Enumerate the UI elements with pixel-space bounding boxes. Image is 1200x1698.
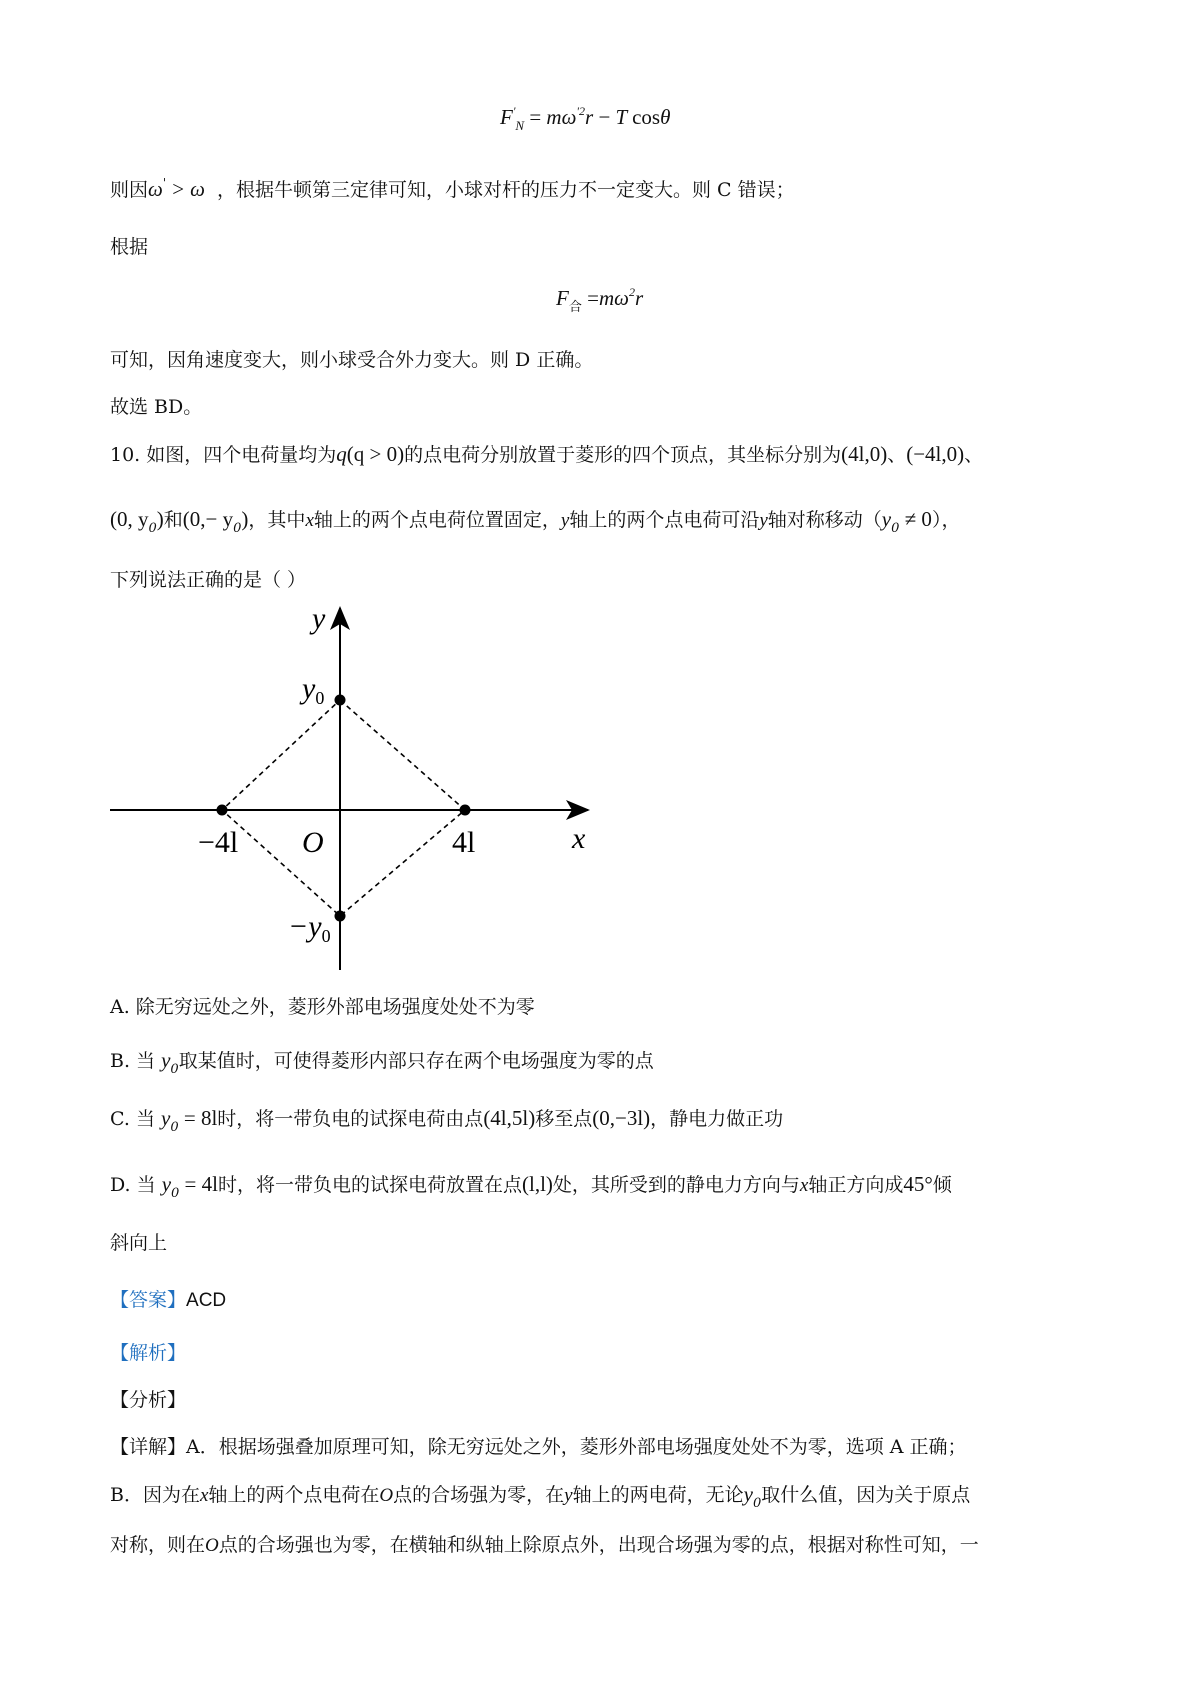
- origin-label: O: [302, 826, 324, 859]
- neg-y0-label: $-y_0$: [288, 910, 331, 946]
- paragraph-conclusion-d: 可知，因角速度变大，则小球受合外力变大。则 D 正确。: [110, 349, 594, 371]
- paragraph-according: 根据: [110, 236, 149, 258]
- equation-normal-force: $F'_N = m\omega^{'2}r - T$ cosθ: [500, 104, 671, 133]
- rhombus-charge-figure: [100, 590, 620, 980]
- fenxi-tag: 【分析】: [110, 1389, 187, 1411]
- detail-b-line-1: B．因为在x轴上的两个点电荷在O点的合场强为零，在y轴上的两电荷，无论$y_0$取什么值，因为关于原点: [110, 1482, 971, 1511]
- charge-left: [217, 805, 228, 816]
- pos-4l-label: 4l: [452, 826, 476, 859]
- answer: [110, 1285, 226, 1312]
- option-b: B. 当 $y_0$取某值时，可使得菱形内部只存在两个电场强度为零的点: [110, 1048, 654, 1077]
- option-d: D. 当 $y_0 = 4l$时，将一带负电的试探电荷放置在点(l,l)处，其所受到的静电力方向与x轴正方向成45°倾: [110, 1172, 952, 1201]
- question-10-line-3: 下列说法正确的是（ ）: [110, 569, 307, 591]
- x-axis-label: x: [572, 822, 586, 855]
- rhombus-outline: [222, 700, 465, 916]
- charge-top: [335, 695, 346, 706]
- option-d-line-2: 斜向上: [110, 1232, 168, 1254]
- detail-b-line-2: 对称，则在O点的合场强也为零，在横轴和纵轴上除原点外，出现合场强为零的点，根据对称性可知，一: [110, 1534, 979, 1556]
- charge-right: [460, 805, 471, 816]
- question-10-line-2: (0, $y_0$)和$(0,- y_0)$，其中x轴上的两个点电荷位置固定，y轴上的两个点电荷可沿y轴对称移动$(y_0 \ne 0)$，: [110, 507, 961, 536]
- charge-bottom: [335, 911, 346, 922]
- paragraph-choose-bd: 故选 BD。: [110, 396, 203, 418]
- question-10-line-1: 10. 如图，四个电荷量均为q(q > 0)的点电荷分别放置于菱形的四个顶点，其坐标分别为(4l,0)、(−4l,0)、: [110, 442, 984, 466]
- option-c: C. 当 $y_0 = 8l$时，将一带负电的试探电荷由点(4l,5l)移至点(0,−3l)，静电力做正功: [110, 1106, 784, 1135]
- option-a: A. 除无穷远处之外，菱形外部电场强度处处不为零: [110, 996, 535, 1018]
- analysis-tag: 【解析】: [110, 1342, 187, 1364]
- paragraph-newton-third-law: 则因ω' > ω ，根据牛顿第三定律可知，小球对杆的压力不一定变大。则 C 错误；: [110, 176, 795, 201]
- answer-value: ACD: [186, 1290, 227, 1311]
- detail-a: 【详解】A．根据场强叠加原理可知，除无穷远处之外，菱形外部电场强度处处不为零，选项 A 正确；: [110, 1436, 967, 1458]
- answer-tag: 【答案】: [110, 1289, 187, 1311]
- y-axis-label: y: [312, 602, 326, 635]
- equation-net-force: $F_合 =m\omega^2r$: [556, 285, 644, 314]
- y0-label: $y_0$: [302, 672, 325, 708]
- neg-4l-label: −4l: [198, 826, 239, 859]
